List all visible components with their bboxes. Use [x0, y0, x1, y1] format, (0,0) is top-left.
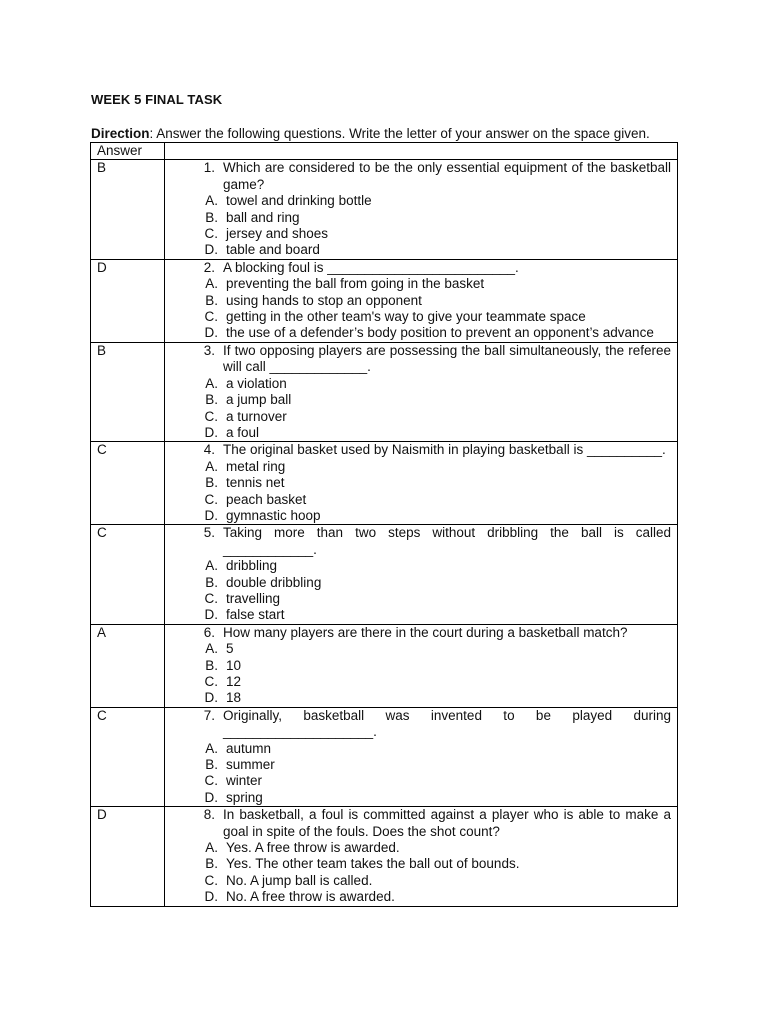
option-letter: B.: [205, 292, 218, 308]
option-text: a jump ball: [226, 392, 292, 408]
option-text: a turnover: [226, 408, 287, 424]
option-letter: D.: [204, 690, 218, 706]
option-text: 12: [226, 674, 242, 689]
table-row: [91, 807, 678, 906]
option-letter: A.: [205, 276, 218, 292]
option-letter: A.: [205, 840, 218, 856]
question-number: 6.: [203, 624, 215, 640]
question-line: [165, 625, 671, 641]
answer-option: [165, 674, 671, 690]
option-letter: D.: [204, 424, 218, 440]
table-row: [91, 624, 678, 707]
option-text: gymnastic hoop: [226, 507, 321, 523]
option-letter: B.: [205, 475, 218, 491]
option-text: tennis net: [226, 475, 285, 491]
option-letter: C.: [204, 491, 218, 507]
answer-cell: A: [91, 624, 165, 707]
answer-option: [165, 193, 671, 209]
option-letter: A.: [205, 193, 218, 209]
answer-option: [165, 873, 671, 889]
question-cell: [165, 525, 678, 624]
answer-option: [165, 607, 671, 623]
direction-line: [91, 126, 650, 141]
page-title: WEEK 5 FINAL TASK: [91, 92, 223, 107]
option-letter: C.: [204, 773, 218, 789]
answer-option: [165, 641, 671, 657]
question-number: 4.: [203, 442, 215, 458]
question-cell: [165, 342, 678, 441]
option-text: peach basket: [226, 491, 307, 507]
option-letter: B.: [205, 209, 218, 225]
answer-option: [165, 409, 671, 425]
answer-option: [165, 591, 671, 607]
answer-option: [165, 790, 671, 806]
table-header-row: [91, 143, 678, 160]
option-text: false start: [226, 607, 285, 623]
option-letter: A.: [205, 558, 218, 574]
option-text: 10: [226, 657, 242, 673]
option-text: 18: [226, 690, 242, 706]
option-text: using hands to stop an opponent: [226, 292, 422, 308]
question-number: 7.: [203, 707, 215, 723]
option-text: 5: [226, 641, 234, 657]
question-text: Taking more than two steps without dribbling the ball is called ____________.: [223, 525, 671, 557]
question-line: [165, 442, 671, 458]
option-letter: B.: [205, 392, 218, 408]
option-text: Yes. A free throw is awarded.: [226, 840, 400, 856]
option-letter: B.: [205, 657, 218, 673]
answer-option: [165, 210, 671, 226]
answer-option: [165, 226, 671, 242]
question-cell: [165, 807, 678, 906]
answer-option: [165, 508, 671, 524]
question-cell: [165, 259, 678, 342]
option-text: double dribbling: [226, 574, 322, 590]
option-letter: D.: [204, 607, 218, 623]
option-letter: C.: [204, 408, 218, 424]
answer-cell: C: [91, 442, 165, 525]
question-cell: [165, 707, 678, 806]
option-text: the use of a defender’s body position to prevent an opponent’s advance: [226, 325, 654, 341]
option-letter: D.: [204, 242, 218, 258]
option-text: a violation: [226, 375, 287, 391]
direction-text: : Answer the following questions. Write the letter of your answer on the space given.: [149, 126, 650, 141]
answer-option: [165, 276, 671, 292]
option-letter: C.: [204, 309, 218, 325]
question-text: If two opposing players are possessing the ball simultaneously, the referee will call _____________.: [223, 342, 671, 375]
table-row: [91, 707, 678, 806]
option-letter: D.: [204, 889, 218, 905]
answer-cell: B: [91, 160, 165, 259]
answer-option: [165, 325, 671, 341]
option-text: towel and drinking bottle: [226, 193, 372, 209]
table-row: [91, 259, 678, 342]
question-cell: [165, 624, 678, 707]
question-number: 3.: [203, 342, 215, 358]
option-letter: B.: [205, 574, 218, 590]
answer-option: [165, 425, 671, 441]
question-cell: [165, 160, 678, 259]
option-letter: D.: [204, 325, 218, 341]
answer-option: [165, 757, 671, 773]
question-line: [165, 708, 671, 741]
option-text: dribbling: [226, 558, 278, 574]
answer-option: [165, 889, 671, 905]
question-number: 5.: [203, 525, 215, 541]
option-text: spring: [226, 789, 263, 805]
answer-option: [165, 392, 671, 408]
option-text: table and board: [226, 242, 320, 258]
option-text: jersey and shoes: [226, 226, 329, 242]
option-letter: A.: [205, 641, 218, 657]
question-text: Originally, basketball was invented to be played during ____________________.: [223, 707, 671, 740]
question-number: 2.: [203, 259, 215, 275]
question-line: [165, 343, 671, 376]
answer-option: [165, 558, 671, 574]
option-text: a foul: [226, 424, 260, 440]
answer-option: [165, 376, 671, 392]
answer-option: [165, 475, 671, 491]
answer-option: [165, 741, 671, 757]
question-text: In basketball, a foul is committed against a player who is able to make a goal in spite of the fouls. Does the shot count?: [223, 807, 671, 839]
option-text: winter: [226, 773, 263, 789]
option-text: Yes. The other team takes the ball out of bounds.: [226, 856, 520, 872]
option-text: No. A free throw is awarded.: [226, 889, 395, 905]
option-text: No. A jump ball is called.: [226, 872, 373, 888]
option-text: summer: [226, 757, 275, 773]
table-row: [91, 342, 678, 441]
answer-option: [165, 242, 671, 258]
answer-option: [165, 658, 671, 674]
option-letter: A.: [205, 740, 218, 756]
option-text: ball and ring: [226, 209, 300, 225]
question-line: [165, 525, 671, 558]
direction-label: Direction: [91, 126, 150, 141]
answer-option: [165, 690, 671, 706]
question-number: 1.: [203, 160, 215, 176]
question-text: How many players are there in the court during a basketball match?: [223, 624, 628, 640]
answer-option: [165, 575, 671, 591]
table-row: [91, 525, 678, 624]
answer-cell: C: [91, 525, 165, 624]
option-letter: C.: [204, 226, 218, 242]
option-text: preventing the ball from going in the basket: [226, 276, 485, 292]
question-text: A blocking foul is _________________________.: [223, 259, 519, 275]
answer-column-header: Answer: [91, 143, 165, 160]
option-letter: D.: [204, 507, 218, 523]
option-letter: A.: [205, 375, 218, 391]
answer-cell: B: [91, 342, 165, 441]
table-row: [91, 160, 678, 259]
question-cell: [165, 442, 678, 525]
question-table: [90, 142, 678, 907]
option-text: travelling: [226, 590, 281, 606]
answer-cell: D: [91, 807, 165, 906]
question-text: The original basket used by Naismith in playing basketball is __________.: [223, 442, 666, 458]
option-letter: A.: [205, 458, 218, 474]
answer-option: [165, 773, 671, 789]
question-line: [165, 260, 671, 276]
answer-option: [165, 309, 671, 325]
option-letter: C.: [204, 590, 218, 606]
answer-option: [165, 840, 671, 856]
option-text: metal ring: [226, 458, 286, 474]
answer-cell: C: [91, 707, 165, 806]
answer-option: [165, 293, 671, 309]
option-letter: C.: [204, 872, 218, 888]
question-number: 8.: [203, 807, 215, 823]
question-line: [165, 807, 671, 840]
answer-cell: D: [91, 259, 165, 342]
answer-option: [165, 856, 671, 872]
answer-option: [165, 492, 671, 508]
question-line: [165, 160, 671, 193]
option-text: getting in the other team's way to give your teammate space: [226, 309, 586, 325]
option-letter: D.: [204, 789, 218, 805]
answer-option: [165, 459, 671, 475]
option-letter: B.: [205, 856, 218, 872]
option-letter: C.: [204, 674, 218, 689]
table-row: [91, 442, 678, 525]
question-text: Which are considered to be the only essential equipment of the basketball game?: [223, 160, 671, 192]
option-text: autumn: [226, 740, 272, 756]
option-letter: B.: [205, 757, 218, 773]
question-column-header: [165, 143, 678, 160]
